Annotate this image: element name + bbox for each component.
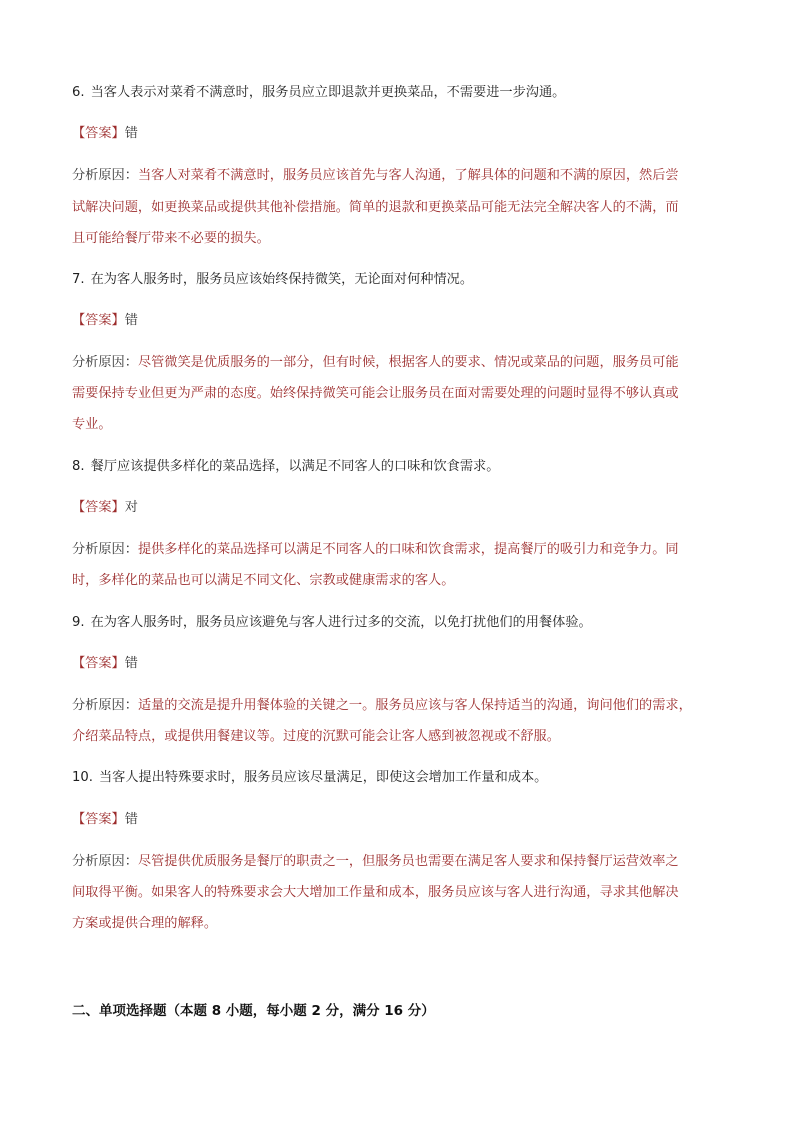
analysis-label: 分析原因： xyxy=(72,698,138,713)
answer-7 xyxy=(72,311,732,330)
analysis-10-line-3 xyxy=(72,914,732,933)
question-9 xyxy=(72,613,732,632)
analysis-text: 需要保持专业但更为严肃的态度。始终保持微笑可能会让服务员在面对需要处理的问题时显得不够认真或 xyxy=(72,386,679,401)
question-6 xyxy=(72,83,732,102)
answer-label: 【答案】 xyxy=(72,126,125,141)
analysis-text: 间取得平衡。如果客人的特殊要求会大大增加工作量和成本，服务员应该与客人进行沟通，寻求其他解决 xyxy=(72,885,679,900)
analysis-text: 尽管提供优质服务是餐厅的职责之一，但服务员也需要在满足客人要求和保持餐厅运营效率之 xyxy=(137,854,679,869)
analysis-label: 分析原因： xyxy=(72,854,138,869)
section-title: 二、单项选择题（本题 8 小题，每小题 2 分，满分 16 分） xyxy=(72,1003,435,1019)
analysis-label: 分析原因： xyxy=(72,355,138,370)
analysis-text: 专业。 xyxy=(72,417,112,432)
answer-value: 错 xyxy=(124,126,138,141)
question-text: 餐厅应该提供多样化的菜品选择，以满足不同客人的口味和饮食需求。 xyxy=(90,459,500,474)
answer-value: 对 xyxy=(124,500,138,515)
analysis-10-line-2 xyxy=(72,883,732,902)
answer-value: 错 xyxy=(124,313,138,328)
question-text: 当客人提出特殊要求时，服务员应该尽量满足，即使这会增加工作量和成本。 xyxy=(98,770,548,785)
question-8 xyxy=(72,457,732,476)
answer-label: 【答案】 xyxy=(72,313,125,328)
question-number: 8. xyxy=(72,459,85,474)
answer-6 xyxy=(72,124,732,143)
question-number: 6. xyxy=(72,85,85,100)
analysis-label: 分析原因： xyxy=(72,542,138,557)
answer-label: 【答案】 xyxy=(72,656,125,671)
analysis-text: 提供多样化的菜品选择可以满足不同客人的口味和饮食需求，提高餐厅的吸引力和竞争力。同 xyxy=(137,542,679,557)
analysis-8-line-2 xyxy=(72,571,732,590)
question-text: 在为客人服务时，服务员应该避免与客人进行过多的交流，以免打扰他们的用餐体验。 xyxy=(90,615,592,630)
analysis-7-line-1 xyxy=(72,353,732,372)
analysis-text: 时，多样化的菜品也可以满足不同文化、宗教或健康需求的客人。 xyxy=(72,573,455,588)
analysis-text: 试解决问题，如更换菜品或提供其他补偿措施。简单的退款和更换菜品可能无法完全解决客人的不满，而 xyxy=(72,200,679,215)
analysis-6-line-2 xyxy=(72,198,732,217)
answer-label: 【答案】 xyxy=(72,500,125,515)
question-number: 10. xyxy=(72,770,93,785)
analysis-text: 介绍菜品特点，或提供用餐建议等。过度的沉默可能会让客人感到被忽视或不舒服。 xyxy=(72,729,560,744)
analysis-6-line-3 xyxy=(72,229,732,248)
answer-label: 【答案】 xyxy=(72,812,125,827)
analysis-9-line-1 xyxy=(72,696,732,715)
question-number: 9. xyxy=(72,615,85,630)
analysis-text: 且可能给餐厅带来不必要的损失。 xyxy=(72,231,270,246)
analysis-6-line-1 xyxy=(72,166,732,185)
question-7 xyxy=(72,270,732,289)
question-text: 在为客人服务时，服务员应该始终保持微笑，无论面对何种情况。 xyxy=(90,272,474,287)
analysis-10-line-1 xyxy=(72,852,732,871)
analysis-9-line-2 xyxy=(72,727,732,746)
analysis-8-line-1 xyxy=(72,540,732,559)
question-text: 当客人表示对菜肴不满意时，服务员应立即退款并更换菜品，不需要进一步沟通。 xyxy=(90,85,566,100)
analysis-text: 尽管微笑是优质服务的一部分，但有时候，根据客人的要求、情况或菜品的问题，服务员可能 xyxy=(137,355,679,370)
analysis-text: 当客人对菜肴不满意时，服务员应该首先与客人沟通，了解具体的问题和不满的原因，然后尝 xyxy=(137,168,679,183)
answer-10 xyxy=(72,810,732,829)
answer-8 xyxy=(72,498,732,517)
analysis-7-line-3 xyxy=(72,415,732,434)
answer-value: 错 xyxy=(124,656,138,671)
analysis-7-line-2 xyxy=(72,384,732,403)
analysis-text: 适量的交流是提升用餐体验的关键之一。服务员应该与客人保持适当的沟通，询问他们的需求， xyxy=(137,698,692,713)
question-number: 7. xyxy=(72,272,85,287)
answer-9 xyxy=(72,654,732,673)
analysis-text: 方案或提供合理的解释。 xyxy=(72,916,218,931)
analysis-label: 分析原因： xyxy=(72,168,138,183)
answer-value: 错 xyxy=(124,812,138,827)
question-10 xyxy=(72,768,732,787)
